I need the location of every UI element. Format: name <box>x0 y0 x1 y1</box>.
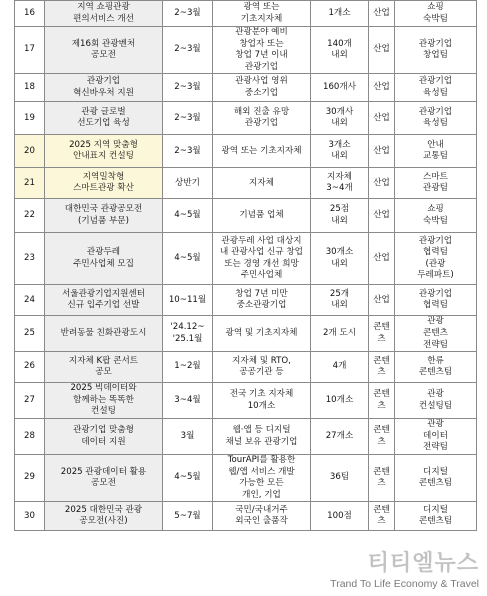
row-number-cell: 26 <box>15 352 45 383</box>
eligible-target-cell: 광역 또는 기초지자체 <box>213 135 311 168</box>
table-row <box>15 502 477 531</box>
application-period-cell: 2~3월 <box>163 102 213 135</box>
table-row <box>15 27 477 74</box>
table-row <box>15 383 477 419</box>
program-name-cell: 관광두레 주민사업체 모집 <box>45 233 163 285</box>
row-number-cell: 18 <box>15 74 45 102</box>
department-cell: 관광 데이터 전략팀 <box>395 419 477 455</box>
program-name-cell: 서울관광기업지원센터 신규 입주기업 선발 <box>45 285 163 316</box>
program-name-cell: 2025 관광데이터 활용 공모전 <box>45 454 163 501</box>
support-scale-cell: 2개 도시 <box>311 316 369 352</box>
program-name-cell: 반려동물 친화관광도시 <box>45 316 163 352</box>
program-name-cell: 대한민국 관광공모전 (기념품 부문) <box>45 199 163 233</box>
application-period-cell: 1~2월 <box>163 352 213 383</box>
program-name-cell: 관광 글로벌 선도기업 육성 <box>45 102 163 135</box>
table-row <box>15 135 477 168</box>
table-row <box>15 454 477 501</box>
program-name-cell: 2025 대한민국 관광 공모전(사진) <box>45 502 163 531</box>
application-period-cell: 4~5월 <box>163 233 213 285</box>
department-cell: 디지털 콘텐츠팀 <box>395 502 477 531</box>
category-cell: 콘텐 츠 <box>369 352 395 383</box>
application-period-cell: 4~5월 <box>163 454 213 501</box>
eligible-target-cell: 관광사업 영위 중소기업 <box>213 74 311 102</box>
application-period-cell: '24.12~ '25.1월 <box>163 316 213 352</box>
row-number-cell: 21 <box>15 168 45 199</box>
eligible-target-cell: 관광두레 사업 대상지 내 관광사업 신규 창업 또는 경영 개선 희망 주민사업체 <box>213 233 311 285</box>
eligible-target-cell: 창업 7년 미만 중소관광기업 <box>213 285 311 316</box>
category-cell: 산업 <box>369 27 395 74</box>
support-scale-cell: 25점 내외 <box>311 199 369 233</box>
application-period-cell: 3~4월 <box>163 383 213 419</box>
program-table-page <box>14 0 476 531</box>
application-period-cell: 상반기 <box>163 168 213 199</box>
eligible-target-cell: 국민/국내거주 외국인 출품작 <box>213 502 311 531</box>
eligible-target-cell: 광역 또는 기초지자체 <box>213 1 311 27</box>
category-cell: 콘텐 츠 <box>369 454 395 501</box>
department-cell: 관광기업 육성팀 <box>395 74 477 102</box>
row-number-cell: 16 <box>15 1 45 27</box>
support-scale-cell: 30개소 내외 <box>311 233 369 285</box>
eligible-target-cell: 관광분야 예비 창업자 또는 창업 7년 이내 관광기업 <box>213 27 311 74</box>
category-cell: 산업 <box>369 168 395 199</box>
department-cell: 관광기업 협력팀 (관광 두레파트) <box>395 233 477 285</box>
row-number-cell: 25 <box>15 316 45 352</box>
table-row <box>15 419 477 455</box>
news-watermark <box>319 552 479 590</box>
department-cell: 관광기업 육성팀 <box>395 102 477 135</box>
category-cell: 산업 <box>369 1 395 27</box>
eligible-target-cell: 지자체 <box>213 168 311 199</box>
row-number-cell: 29 <box>15 454 45 501</box>
support-scale-cell: 36팀 <box>311 454 369 501</box>
row-number-cell: 30 <box>15 502 45 531</box>
department-cell: 디지털 콘텐츠팀 <box>395 454 477 501</box>
eligible-target-cell: 해외 진출 유망 관광기업 <box>213 102 311 135</box>
eligible-target-cell: 전국 기초 지자체 10개소 <box>213 383 311 419</box>
row-number-cell: 23 <box>15 233 45 285</box>
table-row <box>15 352 477 383</box>
program-name-cell: 지역밀착형 스마트관광 확산 <box>45 168 163 199</box>
category-cell: 산업 <box>369 102 395 135</box>
row-number-cell: 19 <box>15 102 45 135</box>
table-row <box>15 233 477 285</box>
row-number-cell: 20 <box>15 135 45 168</box>
program-name-cell: 지역 쇼핑관광 편의서비스 개선 <box>45 1 163 27</box>
department-cell: 관광기업 창업팀 <box>395 27 477 74</box>
program-name-cell: 2025 빅데이터와 함께하는 똑똑한 컨설팅 <box>45 383 163 419</box>
support-scale-cell: 3개소 내외 <box>311 135 369 168</box>
row-number-cell: 28 <box>15 419 45 455</box>
eligible-target-cell: 기념품 업체 <box>213 199 311 233</box>
eligible-target-cell: 광역 및 기초지자체 <box>213 316 311 352</box>
category-cell: 콘텐 츠 <box>369 419 395 455</box>
application-period-cell: 2~3월 <box>163 27 213 74</box>
table-row <box>15 168 477 199</box>
eligible-target-cell: 지자체 및 RTO, 공공기관 등 <box>213 352 311 383</box>
category-cell: 산업 <box>369 233 395 285</box>
support-scale-cell: 160개사 <box>311 74 369 102</box>
row-number-cell: 17 <box>15 27 45 74</box>
department-cell: 관광기업 협력팀 <box>395 285 477 316</box>
table-row <box>15 199 477 233</box>
category-cell: 산업 <box>369 199 395 233</box>
table-row <box>15 316 477 352</box>
row-number-cell: 22 <box>15 199 45 233</box>
row-number-cell: 24 <box>15 285 45 316</box>
program-name-cell: 지자체 K팝 콘서트 공모 <box>45 352 163 383</box>
category-cell: 산업 <box>369 285 395 316</box>
program-name-cell: 제16회 관광벤처 공모전 <box>45 27 163 74</box>
application-period-cell: 5~7월 <box>163 502 213 531</box>
application-period-cell: 10~11월 <box>163 285 213 316</box>
support-scale-cell: 140개 내외 <box>311 27 369 74</box>
row-number-cell: 27 <box>15 383 45 419</box>
category-cell: 산업 <box>369 135 395 168</box>
category-cell: 콘텐 츠 <box>369 502 395 531</box>
program-name-cell: 관광기업 맞춤형 데이터 지원 <box>45 419 163 455</box>
table-row <box>15 1 477 27</box>
category-cell: 콘텐 츠 <box>369 383 395 419</box>
support-scale-cell: 100점 <box>311 502 369 531</box>
category-cell: 산업 <box>369 74 395 102</box>
program-table <box>14 0 477 531</box>
department-cell: 관광 컨설팅팀 <box>395 383 477 419</box>
table-row <box>15 74 477 102</box>
eligible-target-cell: TourAPI를 활용한 웹/앱 서비스 개발 가능한 모든 개인, 기업 <box>213 454 311 501</box>
program-name-cell: 관광기업 혁신바우처 지원 <box>45 74 163 102</box>
program-name-cell: 2025 지역 맞춤형 안내표지 컨설팅 <box>45 135 163 168</box>
application-period-cell: 2~3월 <box>163 135 213 168</box>
application-period-cell: 4~5월 <box>163 199 213 233</box>
department-cell: 쇼핑 숙박팀 <box>395 199 477 233</box>
support-scale-cell: 30개사 내외 <box>311 102 369 135</box>
support-scale-cell: 1개소 <box>311 1 369 27</box>
category-cell: 콘텐 츠 <box>369 316 395 352</box>
table-row <box>15 102 477 135</box>
eligible-target-cell: 웹·앱 등 디지털 채널 보유 관광기업 <box>213 419 311 455</box>
table-row <box>15 285 477 316</box>
application-period-cell: 3월 <box>163 419 213 455</box>
support-scale-cell: 지자체 3~4개 <box>311 168 369 199</box>
support-scale-cell: 25개 내외 <box>311 285 369 316</box>
support-scale-cell: 27개소 <box>311 419 369 455</box>
application-period-cell: 2~3월 <box>163 1 213 27</box>
application-period-cell: 2~3월 <box>163 74 213 102</box>
department-cell: 관광 콘텐츠 전략팀 <box>395 316 477 352</box>
support-scale-cell: 10개소 <box>311 383 369 419</box>
department-cell: 안내 교통팀 <box>395 135 477 168</box>
watermark-korean: 티티엘뉴스 <box>367 551 479 576</box>
support-scale-cell: 4개 <box>311 352 369 383</box>
department-cell: 한류 콘텐츠팀 <box>395 352 477 383</box>
department-cell: 스마트 관광팀 <box>395 168 477 199</box>
department-cell: 쇼핑 숙박팀 <box>395 1 477 27</box>
watermark-english: Trand To Life Economy & Travel <box>330 578 479 590</box>
